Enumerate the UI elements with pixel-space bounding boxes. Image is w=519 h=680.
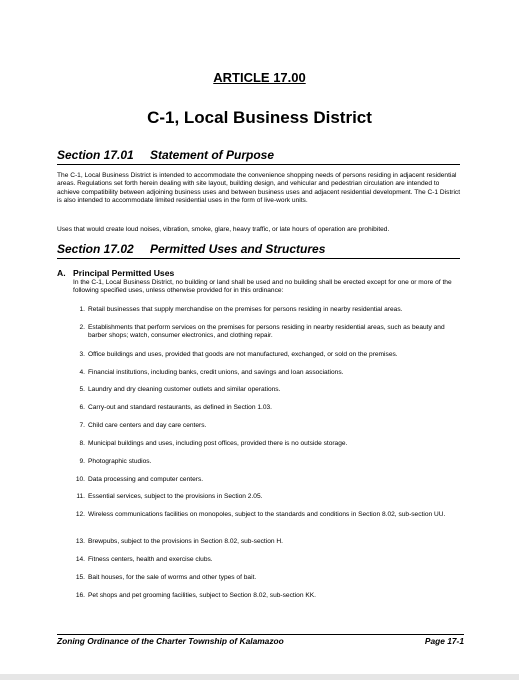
section-number: Section 17.01 — [57, 148, 134, 162]
item-number: 12. — [75, 511, 85, 518]
item-number: 14. — [75, 556, 85, 563]
page-footer — [57, 636, 464, 646]
item-number: 4. — [79, 369, 85, 376]
item-number: 15. — [75, 574, 85, 581]
article-heading: ARTICLE 17.00 — [213, 70, 306, 85]
item-text: Municipal buildings and uses, including post offices, provided there is no outside storage. — [88, 440, 348, 447]
item-text: Pet shops and pet grooming facilities, subject to Section 8.02, sub-section KK. — [88, 592, 316, 599]
purpose-paragraph: The C-1, Local Business District is intended to accommodate the convenience shopping needs of persons residing in adjacent residential areas. Regulations set forth herein dealing with site layout, building design, and vehicular and pedestrian circulation are intended to achieve compatibility between adjoining business uses and between business uses and adjacent residential development. The C-1 District is also intended to accommodate limited residential uses in the form of live-work units. — [57, 172, 461, 205]
subsection-title: Principal Permitted Uses — [73, 268, 175, 278]
item-text: Establishments that perform services on the premises for persons residing in nearby residential areas, such as beauty and barber shops; watch, consumer electronics, and clothing repair. — [88, 324, 445, 340]
section-heading-purpose — [57, 148, 460, 165]
item-text: Child care centers and day care centers. — [88, 422, 207, 429]
item-number: 6. — [79, 404, 85, 411]
section-name: Statement of Purpose — [150, 148, 275, 162]
item-text: Data processing and computer centers. — [88, 476, 204, 483]
item-number: 11. — [76, 493, 85, 500]
item-number: 1. — [79, 306, 85, 313]
item-number: 13. — [75, 538, 85, 545]
item-number: 10. — [75, 476, 85, 483]
item-text: Office buildings and uses, provided that goods are not manufactured, exchanged, or sold on the premises. — [88, 351, 398, 358]
prohibited-uses-paragraph: Uses that would create loud noises, vibration, smoke, glare, heavy traffic, or late hours of operation are prohibited. — [57, 226, 390, 233]
item-text: Bait houses, for the sale of worms and other types of bait. — [88, 574, 257, 581]
item-text: Essential services, subject to the provisions in Section 2.05. — [88, 493, 263, 500]
page-title: C-1, Local Business District — [147, 108, 372, 127]
item-number: 8. — [79, 440, 85, 447]
subsection-letter: A. — [57, 268, 66, 278]
footer-divider — [57, 634, 464, 635]
item-text: Financial institutions, including banks, credit unions, and savings and loan associations. — [88, 369, 344, 376]
section-number: Section 17.02 — [57, 242, 134, 256]
subsection-intro: In the C-1, Local Business District, no building or land shall be used and no building shall be erected except for one or more of the following specified uses, unless otherwise provided for in this ordinance: — [73, 279, 452, 295]
item-number: 3. — [79, 351, 85, 358]
footer-page-number: Page 17-1 — [424, 636, 464, 646]
item-number: 5. — [79, 386, 85, 393]
subsection-heading — [57, 268, 174, 278]
section-heading-permitted-uses — [57, 242, 460, 259]
item-text: Fitness centers, health and exercise clubs. — [88, 556, 213, 563]
item-number: 16. — [75, 592, 85, 599]
viewer-bottom-edge — [0, 674, 519, 680]
item-text: Retail businesses that supply merchandise on the premises for persons residing in nearby residential areas. — [88, 306, 403, 313]
item-text: Photographic studios. — [88, 458, 152, 465]
item-number: 7. — [79, 422, 85, 429]
section-name: Permitted Uses and Structures — [150, 242, 326, 256]
item-text: Carry-out and standard restaurants, as defined in Section 1.03. — [88, 404, 273, 411]
footer-ordinance-title: Zoning Ordinance of the Charter Township of Kalamazoo — [57, 636, 284, 646]
item-number: 2. — [79, 324, 85, 331]
item-text: Brewpubs, subject to the provisions in Section 8.02, sub-section H. — [88, 538, 283, 545]
item-number: 9. — [79, 458, 85, 465]
item-text: Laundry and dry cleaning customer outlets and similar operations. — [88, 386, 281, 393]
item-text: Wireless communications facilities on monopoles, subject to the standards and conditions in Section 8.02, sub-section UU. — [88, 511, 446, 518]
